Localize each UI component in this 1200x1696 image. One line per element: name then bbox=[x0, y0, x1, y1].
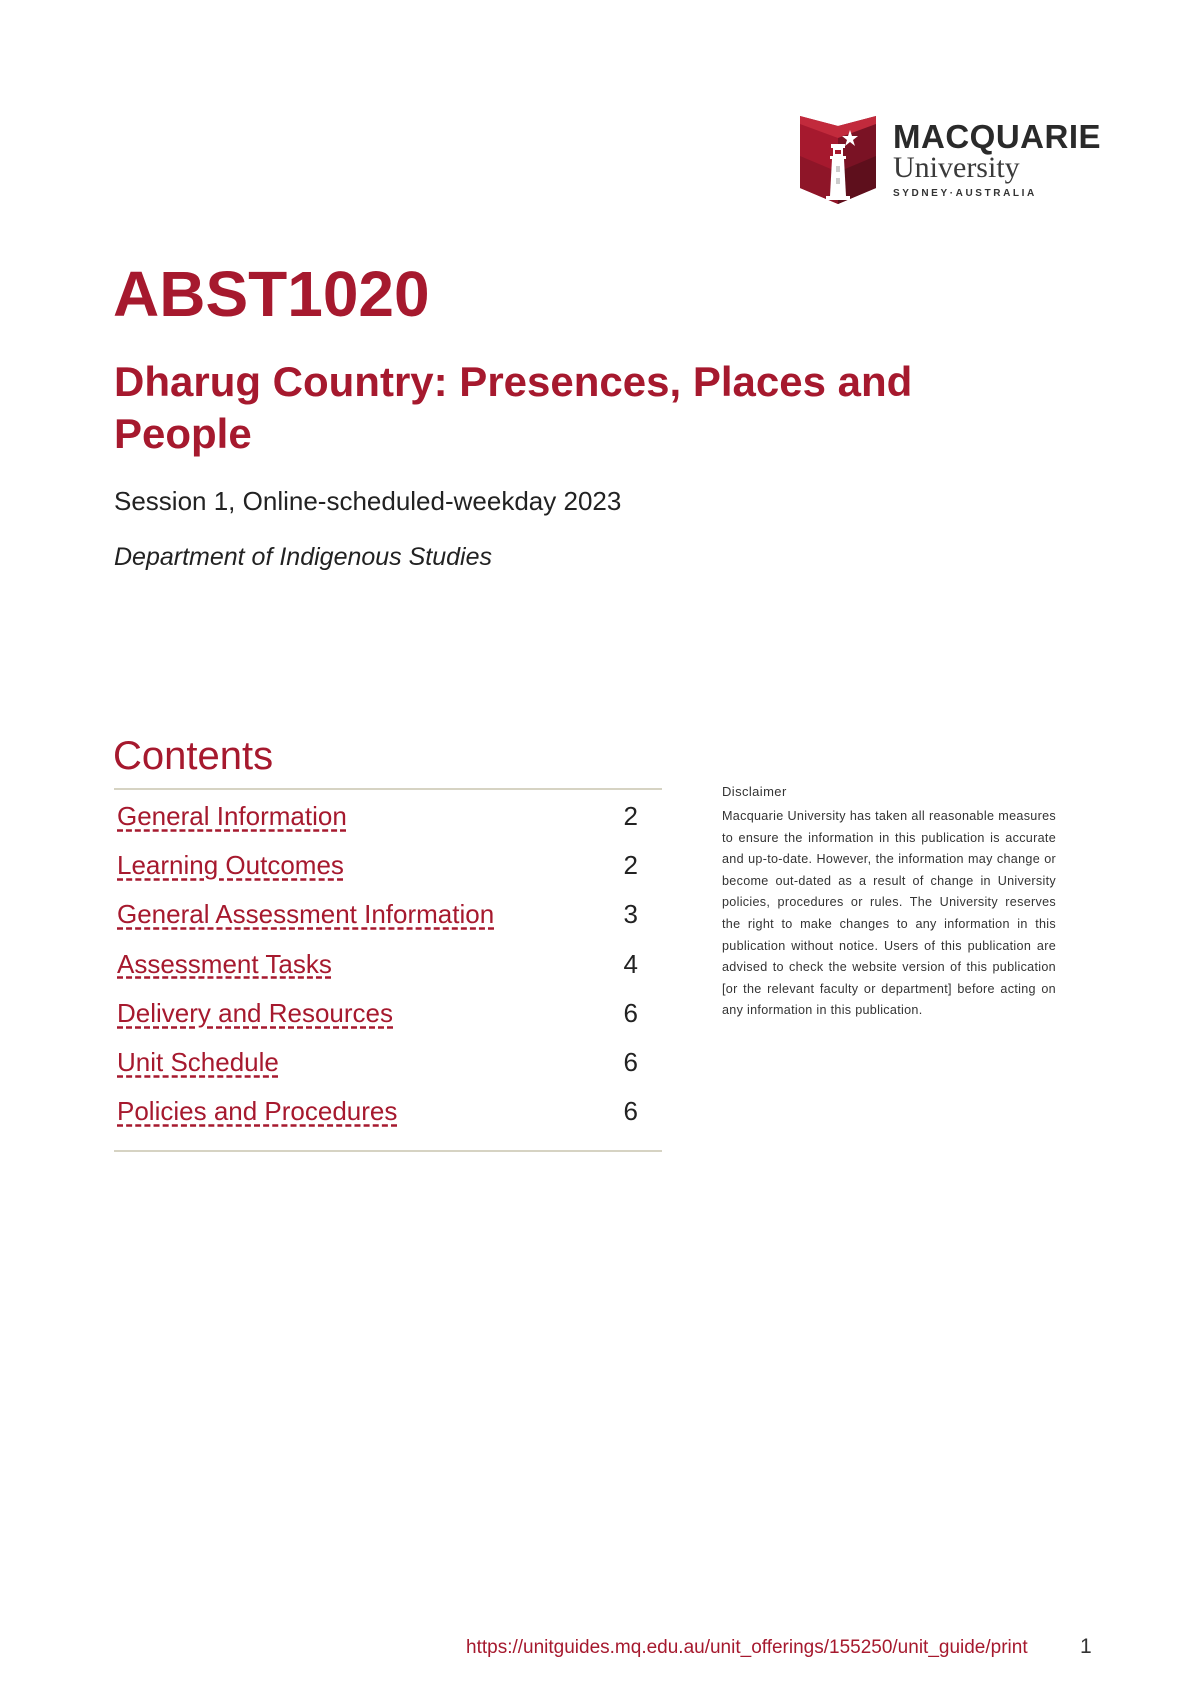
toc-item-assessment-tasks bbox=[114, 947, 662, 996]
lighthouse-shield-icon bbox=[800, 116, 876, 204]
toc-link[interactable]: General Information bbox=[117, 801, 347, 831]
department-name: Department of Indigenous Studies bbox=[114, 543, 493, 571]
disclaimer bbox=[722, 784, 1056, 1022]
disclaimer-body: Macquarie University has taken all reasonable measures to ensure the information in this publication is accurate and up-to-date. However, the information may change or become out-dated as a result of change in University policies, procedures or rules. The University reserves the right to make changes to any information in this publication without notice. Users of this publication are advised to check the website version of this publication [or the relevant faculty or department] before acting on any information in this publication. bbox=[722, 809, 1056, 1018]
logo-name: MACQUARIE bbox=[893, 118, 1101, 155]
toc-link[interactable]: Unit Schedule bbox=[117, 1046, 279, 1077]
toc-page-number: 6 bbox=[623, 997, 638, 1028]
toc-page-number: 2 bbox=[623, 850, 638, 881]
logo-subname: University bbox=[893, 151, 1020, 184]
toc-link[interactable]: Learning Outcomes bbox=[117, 850, 344, 881]
footer-url-link[interactable]: https://unitguides.mq.edu.au/unit_offerings/155250/unit_guide/print bbox=[466, 1637, 1028, 1658]
toc-item-learning-outcomes bbox=[114, 848, 662, 897]
toc-item-policies-and-procedures bbox=[114, 1094, 662, 1143]
session-info: Session 1, Online-scheduled-weekday 2023 bbox=[114, 486, 622, 516]
page-number: 1 bbox=[1080, 1635, 1092, 1658]
toc-page-number: 2 bbox=[623, 801, 638, 831]
toc-link[interactable]: Policies and Procedures bbox=[117, 1096, 398, 1127]
contents-heading: Contents bbox=[113, 734, 274, 778]
toc-link[interactable]: Delivery and Resources bbox=[117, 997, 394, 1028]
toc-item-delivery-and-resources bbox=[114, 996, 662, 1045]
toc-link[interactable]: General Assessment Information bbox=[117, 899, 495, 930]
toc-item-general-assessment-information bbox=[114, 897, 662, 946]
unit-code: ABST1020 bbox=[113, 258, 430, 330]
university-logo bbox=[800, 116, 1100, 208]
toc-link[interactable]: Assessment Tasks bbox=[117, 948, 332, 979]
toc-page-number: 6 bbox=[623, 1046, 638, 1077]
unit-title: Dharug Country: Presences, Places and People bbox=[114, 358, 913, 457]
toc-item-unit-schedule bbox=[114, 1045, 662, 1094]
toc-page-number: 6 bbox=[623, 1096, 638, 1127]
toc-page-number: 4 bbox=[623, 948, 638, 979]
toc-page-number: 3 bbox=[623, 899, 638, 930]
disclaimer-title: Disclaimer bbox=[722, 784, 787, 799]
table-of-contents bbox=[114, 788, 662, 1152]
toc-item-general-information bbox=[114, 799, 662, 848]
logo-tagline: SYDNEY·AUSTRALIA bbox=[893, 188, 1037, 199]
